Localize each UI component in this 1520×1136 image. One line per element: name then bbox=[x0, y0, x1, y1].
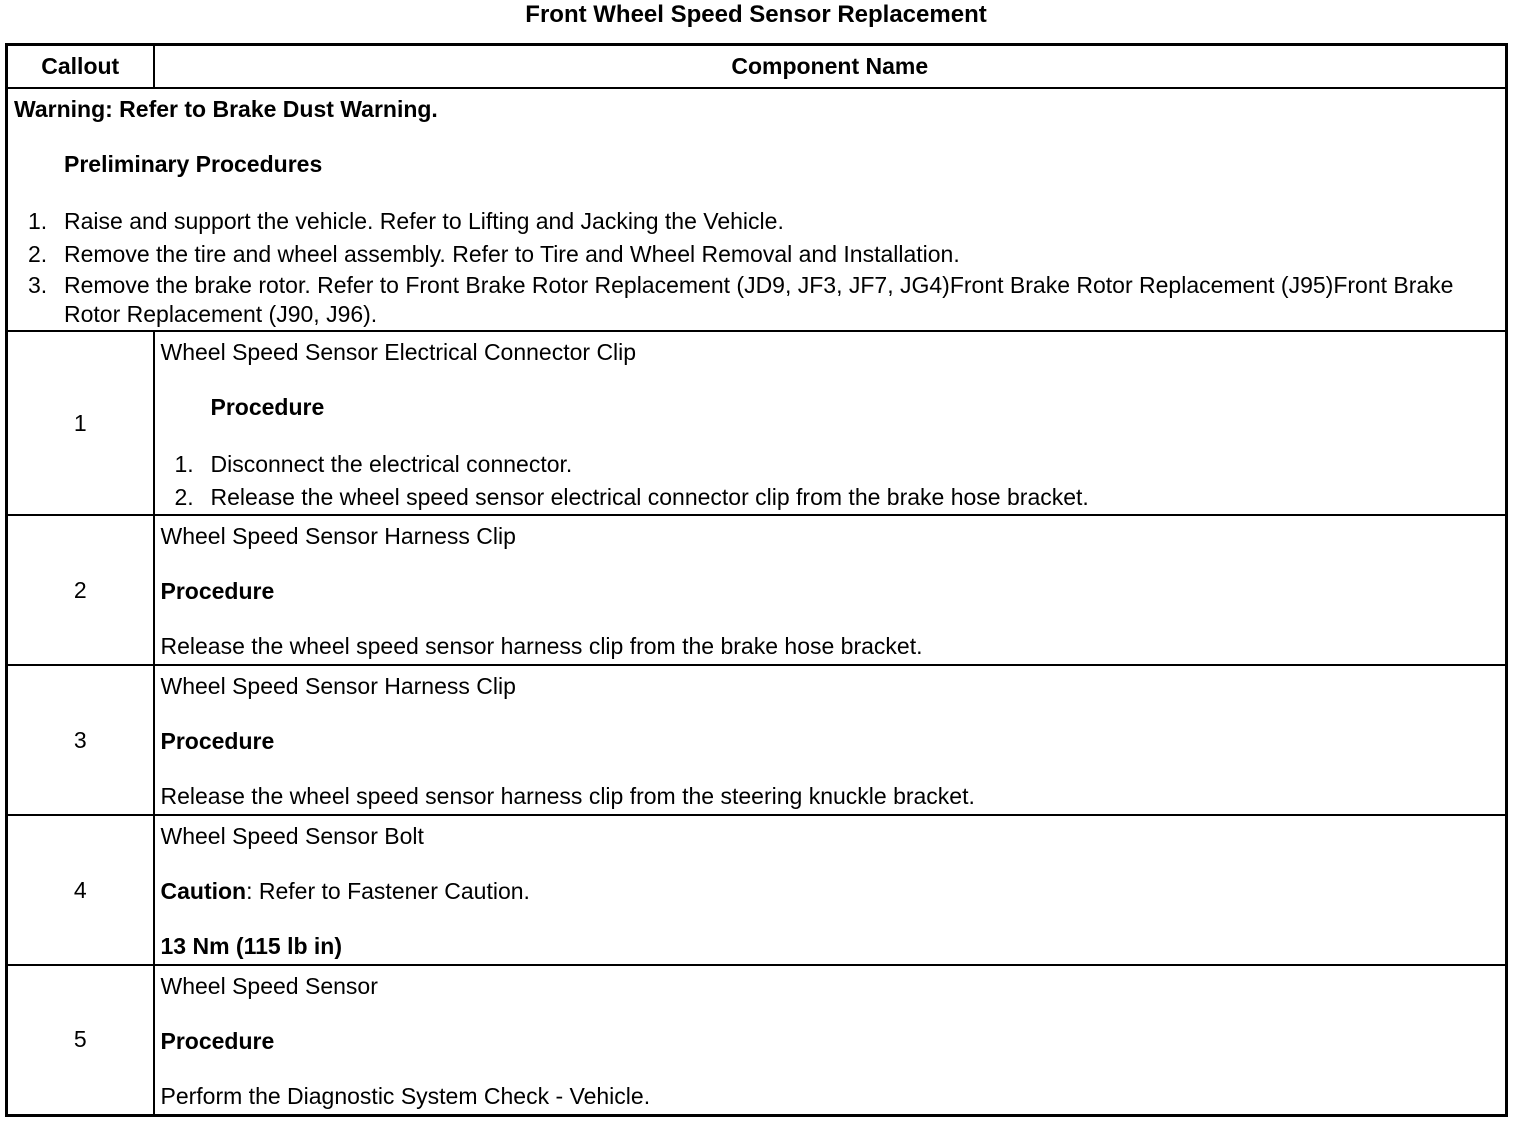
list-item: 2. Release the wheel speed sensor electrical connector clip from the brake hose bracket. bbox=[174, 484, 1089, 510]
caution-label: Caution bbox=[160, 878, 247, 904]
preliminary-steps bbox=[14, 205, 1499, 329]
component-name: Wheel Speed Sensor Harness Clip bbox=[160, 673, 516, 699]
procedure-text: Release the wheel speed sensor harness clip from the steering knuckle bracket. bbox=[160, 783, 975, 809]
table-row bbox=[7, 815, 1507, 965]
callout-cell: 5 bbox=[7, 965, 154, 1115]
callout-cell: 4 bbox=[7, 815, 154, 965]
header-component-name: Component Name bbox=[154, 45, 1507, 89]
warning-text: Warning: Refer to Brake Dust Warning. bbox=[14, 96, 438, 122]
procedure-heading: Procedure bbox=[160, 1028, 275, 1054]
torque-spec: 13 Nm (115 lb in) bbox=[160, 933, 343, 959]
caution-detail: : Refer to Fastener Caution. bbox=[246, 878, 530, 904]
preliminary-row bbox=[7, 88, 1507, 331]
component-name: Wheel Speed Sensor bbox=[160, 973, 378, 999]
procedure-heading: Procedure bbox=[210, 394, 325, 420]
preliminary-heading: Preliminary Procedures bbox=[64, 151, 323, 177]
list-item: 3. Remove the brake rotor. Refer to Front Brake Rotor Replacement (JD9, JF3, JF7, JG4)Front Brake Rotor Replacement (J95)Front Brake Rotor Replacement (J90, J96). bbox=[28, 272, 1454, 327]
table-row bbox=[7, 515, 1507, 665]
table-header-row bbox=[7, 45, 1507, 89]
table-row bbox=[7, 965, 1507, 1115]
table-row bbox=[7, 331, 1507, 515]
list-item: 1. Raise and support the vehicle. Refer to Lifting and Jacking the Vehicle. bbox=[28, 208, 784, 234]
page-title: Front Wheel Speed Sensor Replacement bbox=[525, 1, 987, 28]
list-item: 2. Remove the tire and wheel assembly. Refer to Tire and Wheel Removal and Installation. bbox=[28, 241, 960, 267]
procedure-table bbox=[5, 43, 1508, 1117]
caution-text bbox=[161, 877, 1500, 905]
component-name: Wheel Speed Sensor Bolt bbox=[160, 823, 424, 849]
procedure-heading: Procedure bbox=[160, 728, 275, 754]
component-name: Wheel Speed Sensor Electrical Connector Clip bbox=[160, 339, 637, 365]
header-callout: Callout bbox=[7, 45, 154, 89]
procedure-heading: Procedure bbox=[160, 578, 275, 604]
callout-cell: 2 bbox=[7, 515, 154, 665]
callout-cell: 1 bbox=[7, 331, 154, 515]
procedure-text: Perform the Diagnostic System Check - Vehicle. bbox=[160, 1083, 651, 1109]
list-item: 1. Disconnect the electrical connector. bbox=[174, 451, 573, 477]
table-row bbox=[7, 665, 1507, 815]
callout-cell: 3 bbox=[7, 665, 154, 815]
component-name: Wheel Speed Sensor Harness Clip bbox=[160, 523, 516, 549]
procedure-text: Release the wheel speed sensor harness clip from the brake hose bracket. bbox=[160, 633, 923, 659]
procedure-steps bbox=[161, 448, 1500, 514]
